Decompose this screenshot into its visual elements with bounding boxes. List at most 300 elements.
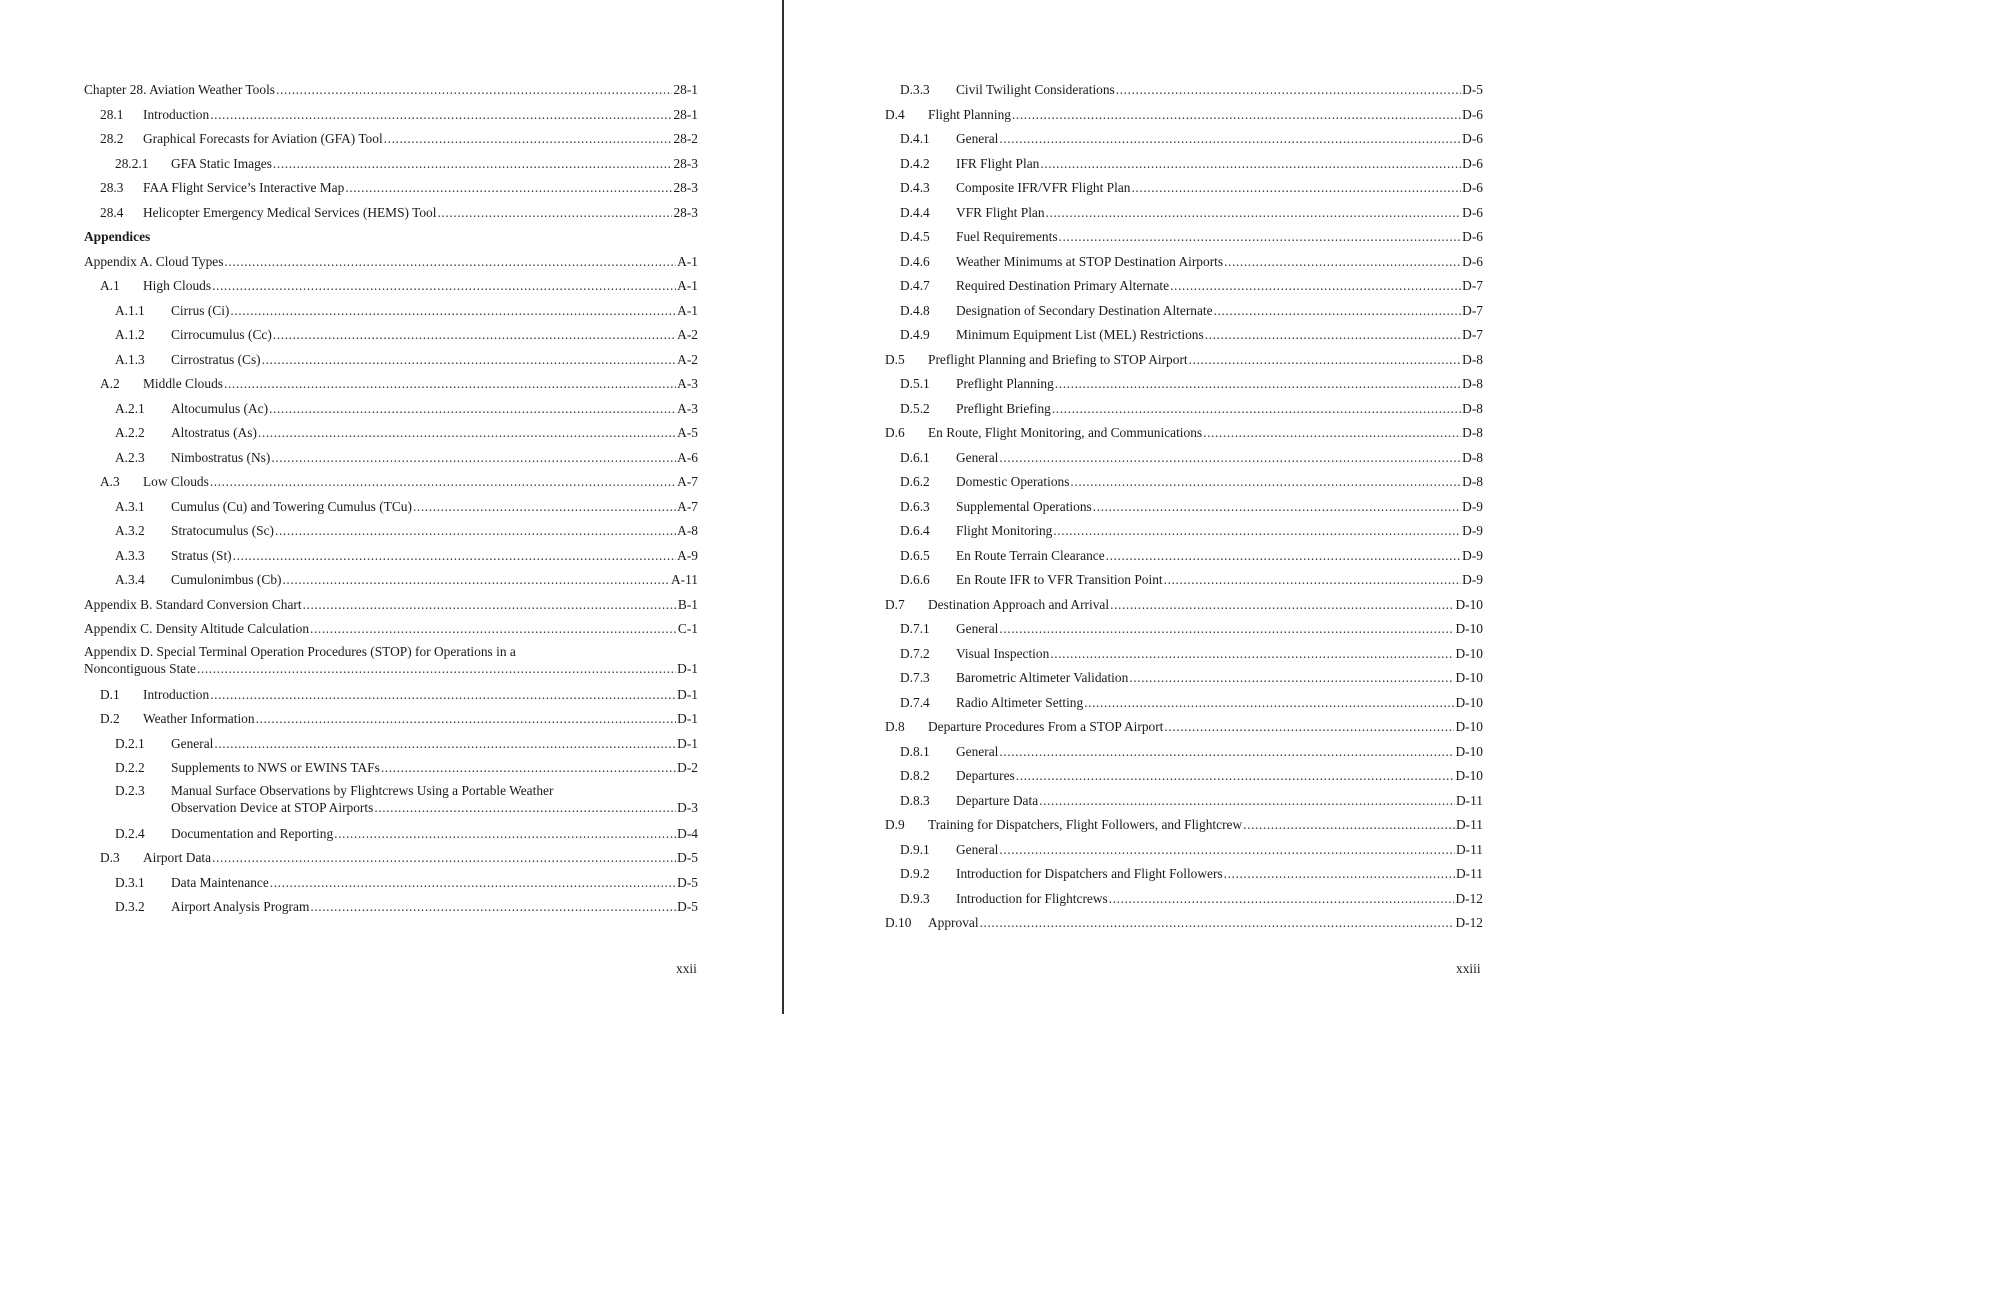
toc-entry[interactable] [885, 251, 1483, 276]
entry-page: D-7 [1462, 327, 1483, 342]
dot-leader [310, 618, 677, 640]
toc-entry[interactable] [84, 823, 698, 848]
dot-leader [1084, 692, 1454, 714]
toc-entry[interactable] [84, 349, 698, 374]
entry-title: Introduction [143, 686, 210, 702]
entry-page: 28-1 [673, 106, 698, 122]
dot-leader [275, 520, 676, 542]
entry-title: Supplemental Operations [956, 498, 1092, 514]
entry-page: D-10 [1455, 743, 1483, 759]
dot-leader [999, 618, 1454, 640]
entry-line [885, 324, 1483, 346]
dot-leader [980, 912, 1455, 934]
entry-line [885, 618, 1483, 640]
dot-leader [1039, 790, 1455, 812]
entry-page: D-1 [677, 711, 698, 727]
entry-page: D-8 [1462, 400, 1483, 416]
dot-leader [413, 496, 676, 518]
entry-title: Cirrostratus (Cs) [171, 351, 261, 367]
toc-entry[interactable] [84, 782, 698, 823]
toc-entry[interactable] [885, 618, 1483, 643]
toc-entry[interactable] [885, 814, 1483, 839]
entry-title: Manual Surface Observations by Flightcrews Using a Portable Weather [171, 782, 554, 798]
section-number: D.7 [885, 596, 905, 612]
toc-entry[interactable] [885, 716, 1483, 741]
entry-first-line [84, 643, 698, 660]
entry-line [885, 545, 1483, 567]
section-number: D.4.9 [900, 327, 930, 342]
entry-title: Required Destination Primary Alternate [956, 278, 1170, 293]
entry-page: A-2 [677, 327, 698, 342]
section-number: D.4.2 [900, 155, 930, 171]
dot-leader [1205, 324, 1461, 346]
entry-title: Supplements to NWS or EWINS TAFs [171, 760, 380, 776]
entry-page: D-11 [1455, 841, 1483, 857]
toc-entry[interactable] [885, 79, 1483, 104]
dot-leader [212, 847, 676, 869]
section-number: A.1.2 [115, 327, 145, 342]
dot-leader [345, 177, 672, 199]
entry-page: A-6 [677, 449, 698, 465]
entry-title: General [956, 841, 999, 857]
dot-leader [999, 128, 1461, 150]
entry-title: Departure Procedures From a STOP Airport [928, 719, 1164, 734]
entry-page: 28-3 [673, 204, 698, 220]
section-number: D.1 [100, 686, 120, 702]
entry-line [885, 839, 1483, 861]
entry-line [885, 128, 1483, 150]
entry-line [885, 153, 1483, 175]
entry-page: 28-2 [673, 131, 698, 146]
entry-title: Minimum Equipment List (MEL) Restrictions [956, 327, 1204, 342]
toc-entry[interactable] [885, 765, 1483, 790]
dot-leader [1040, 153, 1461, 175]
entry-title: Flight Planning [928, 106, 1011, 122]
toc-entry[interactable] [84, 684, 698, 709]
toc-entry[interactable] [885, 888, 1483, 913]
entry-page: D-9 [1462, 547, 1483, 563]
entry-page: D-5 [677, 850, 698, 866]
section-heading[interactable] [84, 226, 698, 251]
toc-entry[interactable] [885, 471, 1483, 496]
dot-leader [270, 872, 676, 894]
dot-leader [212, 275, 676, 297]
page-number: xxiii [1456, 961, 1481, 976]
dot-leader [262, 349, 677, 371]
toc-entry[interactable] [84, 300, 698, 325]
toc-entry[interactable] [885, 594, 1483, 619]
entry-page: D-4 [677, 825, 698, 841]
toc-entry[interactable] [84, 128, 698, 153]
entry-line [885, 251, 1483, 273]
section-number: D.8.2 [900, 768, 930, 783]
toc-entry[interactable] [885, 643, 1483, 668]
entry-page: B-1 [677, 596, 698, 612]
entry-line [885, 765, 1483, 787]
toc-entry[interactable] [885, 300, 1483, 325]
section-number: D.4.7 [900, 278, 930, 293]
toc-entry[interactable] [84, 896, 698, 921]
toc-entry[interactable] [84, 847, 698, 872]
section-number: D.2.2 [115, 760, 145, 776]
entry-title: Altocumulus (Ac) [171, 400, 269, 416]
entry-title: Appendix C. Density Altitude Calculation [84, 621, 310, 636]
entry-title: Stratus (St) [171, 547, 232, 563]
entry-line [885, 790, 1483, 812]
entry-line [84, 324, 698, 346]
entry-line [885, 471, 1483, 493]
toc-entry[interactable] [84, 496, 698, 521]
entry-title: Flight Monitoring [956, 523, 1053, 538]
toc-entry[interactable] [84, 275, 698, 300]
entry-line [84, 757, 698, 779]
dot-leader [1116, 79, 1461, 101]
toc-entry[interactable] [885, 447, 1483, 472]
section-number: D.9.1 [900, 841, 930, 857]
toc-entry[interactable] [84, 422, 698, 447]
section-number: D.3.1 [115, 874, 145, 890]
entry-page: A-1 [677, 253, 698, 269]
toc-entry[interactable] [84, 153, 698, 178]
toc-entry[interactable] [885, 202, 1483, 227]
entry-line [885, 643, 1483, 665]
entry-page: D-2 [677, 760, 698, 776]
entry-page: D-7 [1462, 302, 1483, 318]
dot-leader [224, 251, 676, 273]
dot-leader [1050, 643, 1454, 665]
entry-page: D-1 [677, 735, 698, 751]
toc-entry[interactable] [885, 839, 1483, 864]
entry-line [84, 896, 698, 918]
toc-entry[interactable] [885, 790, 1483, 815]
table-of-contents [84, 79, 698, 921]
entry-line [84, 569, 698, 591]
toc-entry[interactable] [84, 708, 698, 733]
section-number: D.10 [885, 915, 912, 930]
entry-title: Cumulonimbus (Cb) [171, 572, 282, 587]
entry-line [885, 104, 1483, 126]
entry-title: Middle Clouds [143, 376, 223, 391]
entry-title: General [171, 735, 214, 751]
entry-page: D-12 [1455, 915, 1483, 930]
entry-title: Chapter 28. Aviation Weather Tools [84, 82, 275, 97]
entry-title: Graphical Forecasts for Aviation (GFA) Tool [143, 131, 383, 146]
toc-entry[interactable] [885, 373, 1483, 398]
toc-entry[interactable] [885, 741, 1483, 766]
entry-line [84, 847, 698, 869]
entry-title: Stratocumulus (Sc) [171, 523, 275, 538]
toc-entry[interactable] [84, 733, 698, 758]
toc-entry[interactable] [84, 79, 698, 104]
entry-title: Documentation and Reporting [171, 825, 334, 841]
section-number: A.1.3 [115, 351, 145, 367]
dot-leader [384, 128, 673, 150]
entry-line [84, 872, 698, 894]
entry-page: D-8 [1462, 449, 1483, 465]
entry-title: Cumulus (Cu) and Towering Cumulus (TCu) [171, 498, 412, 514]
dot-leader [1093, 496, 1461, 518]
section-number: D.6.2 [900, 474, 930, 489]
entry-title: General [956, 131, 999, 146]
entry-line [84, 373, 698, 395]
entry-title-continued: Observation Device at STOP Airports [171, 799, 374, 815]
entry-title: Cirrocumulus (Cc) [171, 327, 272, 342]
entry-title: Weather Minimums at STOP Destination Airports [956, 253, 1224, 269]
section-number: D.9.3 [900, 890, 930, 906]
dot-leader [1224, 863, 1455, 885]
toc-entry[interactable] [885, 569, 1483, 594]
dot-leader [271, 447, 676, 469]
entry-page: D-3 [677, 799, 698, 815]
dot-leader [1012, 104, 1461, 126]
section-number: D.6.3 [900, 498, 930, 514]
toc-entry[interactable] [885, 104, 1483, 129]
entry-line [885, 888, 1483, 910]
entry-title: FAA Flight Service’s Interactive Map [143, 180, 345, 195]
dot-leader [233, 545, 677, 567]
section-number: D.7.4 [900, 694, 930, 710]
toc-entry[interactable] [84, 202, 698, 227]
toc-entry[interactable] [885, 275, 1483, 300]
dot-leader [1052, 398, 1461, 420]
entry-title: Departures [956, 768, 1015, 783]
dot-leader [1243, 814, 1455, 836]
toc-entry[interactable] [84, 373, 698, 398]
section-number: D.7.1 [900, 621, 930, 636]
entry-page: D-9 [1462, 498, 1483, 514]
toc-entry[interactable] [885, 349, 1483, 374]
entry-title: Helicopter Emergency Medical Services (HEMS) Tool [143, 204, 437, 220]
entry-title: Training for Dispatchers, Flight Followers, and Flightcrew [928, 817, 1243, 832]
entry-page: 28-3 [673, 180, 698, 195]
entry-page: A-3 [677, 376, 698, 391]
entry-title: General [956, 621, 999, 636]
entry-line [84, 618, 698, 640]
dot-leader [256, 708, 677, 730]
section-number: D.8 [885, 719, 905, 734]
entry-line [885, 814, 1483, 836]
dot-leader [1189, 349, 1462, 371]
toc-entry[interactable] [84, 251, 698, 276]
dot-leader [1016, 765, 1455, 787]
entry-title: En Route IFR to VFR Transition Point [956, 572, 1163, 587]
toc-entry[interactable] [885, 496, 1483, 521]
entry-page: D-10 [1455, 719, 1483, 734]
entry-title: Data Maintenance [171, 874, 269, 890]
dot-leader [269, 398, 676, 420]
toc-entry[interactable] [885, 226, 1483, 251]
entry-line [885, 447, 1483, 469]
section-number: D.7.3 [900, 670, 930, 685]
section-number: 28.3 [100, 180, 124, 195]
entry-page: 28-3 [673, 155, 698, 171]
entry-title: En Route, Flight Monitoring, and Communications [928, 425, 1203, 440]
entry-title: Approval [928, 915, 979, 930]
toc-entry[interactable] [84, 757, 698, 782]
section-number: D.2.1 [115, 735, 145, 751]
entry-page: D-8 [1462, 351, 1483, 367]
entry-title: Altostratus (As) [171, 425, 257, 440]
toc-entry[interactable] [84, 398, 698, 423]
toc-entry[interactable] [84, 520, 698, 545]
entry-title: Airport Analysis Program [171, 899, 310, 915]
dot-leader [282, 569, 669, 591]
entry-title: High Clouds [143, 278, 212, 293]
entry-title: Airport Data [143, 850, 212, 866]
entry-line [84, 79, 698, 101]
entry-title: Preflight Planning and Briefing to STOP Airport [928, 351, 1188, 367]
dot-leader [374, 799, 676, 816]
section-number: D.3 [100, 850, 120, 866]
toc-entry[interactable] [885, 545, 1483, 570]
toc-entry[interactable] [885, 667, 1483, 692]
toc-entry[interactable] [885, 324, 1483, 349]
entry-line [84, 153, 698, 175]
entry-line [84, 496, 698, 518]
dot-leader [276, 79, 672, 101]
entry-title: General [956, 743, 999, 759]
toc-entry[interactable] [84, 177, 698, 202]
entry-page: D-10 [1455, 645, 1483, 661]
entry-line [84, 733, 698, 755]
entry-title: Radio Altimeter Setting [956, 694, 1084, 710]
heading-title: Appendices [84, 229, 151, 244]
entry-page: D-6 [1462, 180, 1483, 195]
entry-line [84, 300, 698, 322]
dot-leader [1110, 594, 1454, 616]
section-number: D.2.4 [115, 825, 145, 841]
entry-title: Composite IFR/VFR Flight Plan [956, 180, 1131, 195]
entry-title: GFA Static Images [171, 155, 272, 171]
dot-leader [1070, 471, 1461, 493]
toc-entry[interactable] [885, 863, 1483, 888]
dot-leader [1203, 422, 1461, 444]
toc-entry[interactable] [885, 398, 1483, 423]
entry-page: A-1 [677, 278, 698, 293]
entry-line [84, 128, 698, 150]
entry-line [84, 594, 698, 616]
toc-entry[interactable] [885, 177, 1483, 202]
section-number: 28.4 [100, 204, 124, 220]
section-number: D.8.1 [900, 743, 930, 759]
toc-entry[interactable] [885, 692, 1483, 717]
entry-page: A-7 [677, 498, 698, 514]
dot-leader [1106, 545, 1462, 567]
entry-page: A-1 [677, 302, 698, 318]
dot-leader [999, 741, 1454, 763]
toc-entry[interactable] [84, 569, 698, 594]
entry-page: A-7 [677, 474, 698, 489]
entry-page: D-8 [1462, 425, 1483, 440]
section-number: A.3 [100, 474, 120, 489]
entry-page: D-6 [1462, 204, 1483, 220]
entry-title: Preflight Briefing [956, 400, 1051, 416]
section-number: A.3.1 [115, 498, 145, 514]
dot-leader [437, 202, 672, 224]
entry-page: A-8 [677, 523, 698, 538]
section-number: D.4.4 [900, 204, 930, 220]
toc-entry[interactable] [885, 520, 1483, 545]
entry-title: Visual Inspection [956, 645, 1050, 661]
toc-entry[interactable] [84, 545, 698, 570]
dot-leader [1129, 667, 1454, 689]
entry-line [84, 275, 698, 297]
toc-entry[interactable] [84, 872, 698, 897]
section-number: D.2 [100, 711, 120, 727]
entry-first-line [84, 782, 698, 799]
section-number: D.4.5 [900, 229, 930, 244]
entry-line [885, 716, 1483, 738]
entry-line [885, 398, 1483, 420]
toc-entry[interactable] [84, 618, 698, 643]
section-number: D.6.6 [900, 572, 930, 587]
entry-page: D-1 [677, 660, 698, 676]
dot-leader [310, 896, 676, 918]
entry-page: D-11 [1455, 817, 1483, 832]
entry-page: A-2 [677, 351, 698, 367]
entry-line [885, 520, 1483, 542]
entry-page: D-6 [1462, 229, 1483, 244]
section-number: A.2.2 [115, 425, 145, 440]
entry-page: A-11 [670, 572, 698, 587]
toc-entry[interactable] [885, 128, 1483, 153]
entry-title: Introduction for Dispatchers and Flight Followers [956, 866, 1223, 881]
entry-title: Appendix A. Cloud Types [84, 253, 224, 269]
entry-title: Civil Twilight Considerations [956, 82, 1115, 97]
dot-leader [273, 153, 673, 175]
entry-page: D-5 [677, 874, 698, 890]
entry-page: D-11 [1455, 792, 1483, 808]
section-number: D.6.4 [900, 523, 930, 538]
section-number: D.4 [885, 106, 905, 122]
dot-leader [303, 594, 677, 616]
entry-page: D-10 [1455, 596, 1483, 612]
section-number: D.4.8 [900, 302, 930, 318]
dot-leader [999, 839, 1455, 861]
toc-entry[interactable] [84, 643, 698, 684]
entry-page: D-12 [1455, 890, 1483, 906]
section-number: 28.2.1 [115, 155, 149, 171]
entry-line [885, 692, 1483, 714]
dot-leader [1164, 716, 1454, 738]
entry-line [885, 373, 1483, 395]
toc-entry[interactable] [885, 422, 1483, 447]
entry-title: Appendix D. Special Terminal Operation Procedures (STOP) for Operations in a [84, 643, 516, 659]
toc-entry[interactable] [84, 594, 698, 619]
section-number: D.6 [885, 425, 905, 440]
dot-leader [1131, 177, 1461, 199]
entry-page: C-1 [677, 621, 698, 636]
toc-entry[interactable] [84, 104, 698, 129]
entry-title: Preflight Planning [956, 376, 1054, 391]
toc-entry[interactable] [84, 447, 698, 472]
toc-entry[interactable] [84, 324, 698, 349]
table-of-contents [885, 79, 1483, 937]
entry-line [885, 667, 1483, 689]
toc-entry[interactable] [885, 912, 1483, 937]
entry-line [84, 520, 698, 542]
toc-entry[interactable] [84, 471, 698, 496]
dot-leader [1164, 569, 1462, 591]
section-number: A.2 [100, 376, 120, 391]
section-number: D.5.1 [900, 376, 930, 391]
section-number: 28.1 [100, 106, 124, 122]
dot-leader [1055, 373, 1461, 395]
toc-entry[interactable] [885, 153, 1483, 178]
entry-page: 28-1 [673, 82, 698, 97]
entry-line [885, 226, 1483, 248]
entry-line [885, 275, 1483, 297]
